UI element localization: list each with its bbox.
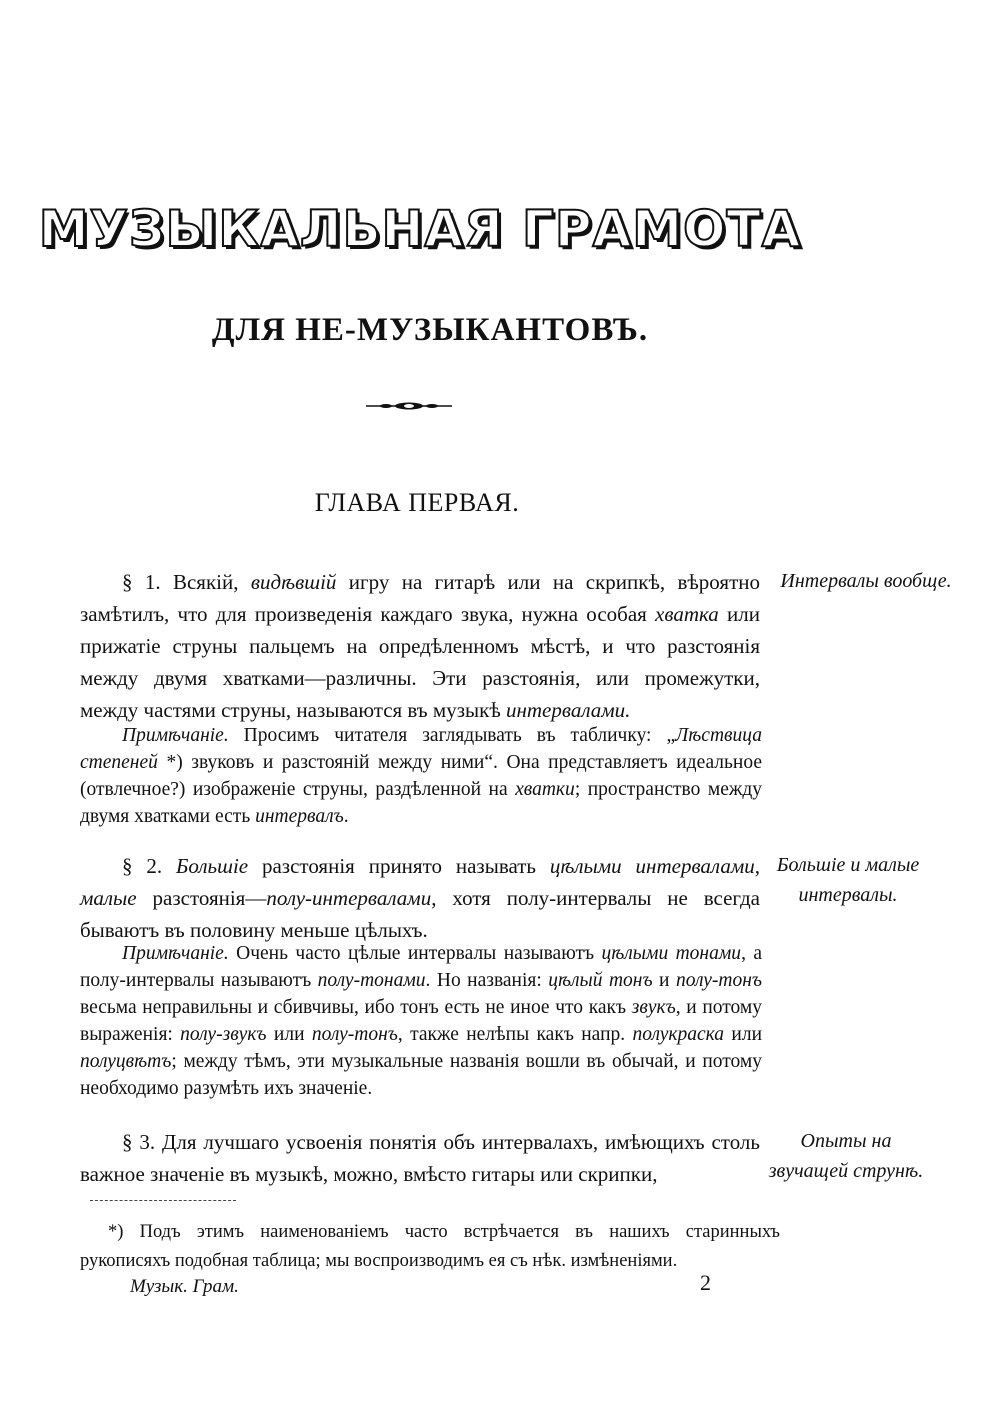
emphasis: звукъ [631, 997, 676, 1018]
text: Очень часто цѣлые интервалы называютъ [228, 943, 602, 964]
section-2-paragraph [80, 850, 760, 946]
text: § 3. Для лучшаго усвоенія понятія объ интервалахъ, имѣющихъ столь важное значеніе въ музыкѣ, можно, вмѣсто гитары или скрипки, [80, 1130, 760, 1186]
text: . Но названія: [425, 970, 549, 991]
footnote-divider [90, 1200, 236, 1201]
text: ; пространство между двумя хватками есть [80, 779, 762, 827]
note-label: Примѣчаніе. [122, 943, 229, 964]
text: весьма неправильны и сбивчивы, ибо тонъ есть не иное что какъ [80, 997, 632, 1018]
emphasis: полуцвѣтъ [80, 1051, 172, 1072]
emphasis: цѣлыми интервалами [549, 854, 755, 878]
footnote-text: *) Подъ этимъ наименованіемъ часто встрѣчается въ нашихъ старинныхъ рукописяхъ подобная таблица; мы воспроизводимъ ея съ нѣк. измѣненіями. [80, 1222, 780, 1271]
text: § 2. [122, 854, 177, 878]
emphasis: интервалъ [255, 806, 344, 827]
emphasis: полу-звукъ [180, 1024, 267, 1045]
emphasis: цѣлыми тонами [601, 943, 742, 964]
text: или [266, 1024, 312, 1045]
book-subtitle: ДЛЯ НЕ-МУЗЫКАНТОВЪ. [211, 312, 649, 348]
emphasis: хватки [515, 779, 575, 800]
text: или прижатіе струны пальцемъ на опредѣленномъ мѣстѣ, и что разстоянія между двумя хватками—различны. Эти разстоянія, или промежутки, между частями струны, называются въ музыкѣ [80, 602, 760, 722]
text: , и потому выраженія: [80, 997, 762, 1045]
emphasis: Лѣствица степеней [80, 725, 762, 773]
section-2-margin-note: Большіе и малые интервалы. [776, 854, 920, 906]
section-3-paragraph [80, 1126, 760, 1190]
emphasis: хватка [655, 602, 719, 626]
book-title: МУЗЫКАЛЬНАЯ ГРАМОТА [38, 200, 802, 258]
chapter-heading: ГЛАВА ПЕРВАЯ. [314, 488, 520, 517]
note-2 [80, 940, 762, 1102]
emphasis: интервалами. [505, 698, 631, 722]
section-3-margin-note: Опыты на звучащей струнѣ. [768, 1130, 924, 1182]
text: , также нелѣпы какъ напр. [397, 1024, 633, 1045]
note-label: Примѣчаніе. [122, 725, 229, 746]
emphasis: полу-тонами [317, 970, 426, 991]
text: или [724, 1024, 763, 1045]
emphasis: полукраска [632, 1024, 725, 1045]
text: , хотя полу-интервалы не всегда бываютъ въ половину меньше цѣлыхъ. [80, 886, 760, 942]
text: ; между тѣмъ, эти музыкальные названія вошли въ обычай, и потому необходимо разумѣть ихъ значеніе. [80, 1051, 762, 1099]
emphasis: малые [80, 886, 137, 910]
emphasis: цѣлый тонъ [548, 970, 653, 991]
section-1-paragraph [80, 566, 760, 726]
ornament-divider [364, 398, 454, 414]
text: Просимъ читателя заглядывать въ табличку: „ [228, 725, 676, 746]
text: , [754, 854, 760, 878]
emphasis: полу-тонъ [675, 970, 762, 991]
emphasis: полу-тонъ [311, 1024, 398, 1045]
footnote [80, 1218, 780, 1276]
note-1 [80, 722, 762, 830]
text: *) звуковъ и разстояній между ними“. Она представляетъ идеальное (отвлечное?) изображеніе струны, раздѣленной на [80, 752, 762, 800]
text: разстоянія принято называть [248, 854, 550, 878]
emphasis: полу-интервалами [266, 886, 432, 910]
text: разстоянія— [136, 886, 267, 910]
text: и [652, 970, 676, 991]
page-number: 2 [700, 1270, 711, 1295]
text: игру на гитарѣ или на скрипкѣ, вѣроятно замѣтилъ, что для произведенія каждаго звука, нужна особая [80, 570, 760, 626]
running-head: Музык. Грам. [130, 1276, 239, 1297]
section-1-margin-note: Интервалы вообще. [780, 570, 952, 592]
emphasis: Большіе [176, 854, 249, 878]
emphasis: видѣвшій [250, 570, 337, 594]
text: , а полу-интервалы называютъ [80, 943, 763, 991]
text: . [343, 806, 349, 827]
text: § 1. Всякій, [122, 570, 251, 594]
